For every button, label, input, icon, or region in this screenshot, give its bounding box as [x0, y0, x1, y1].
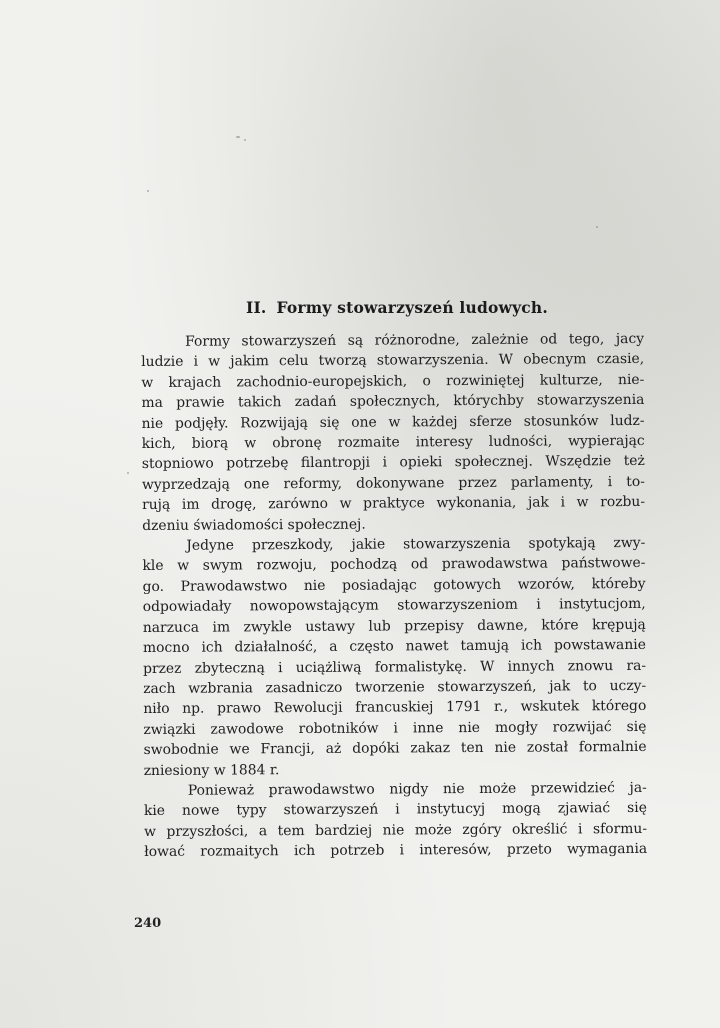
text-line: ludzie i w jakim celu tworzą stowarzyszenia. W obecnym czasie, [141, 351, 645, 371]
text-line: odpowiadały nowopowstającym stowarzyszeniom i instytucjom, [142, 596, 646, 616]
print-speck [236, 136, 240, 138]
text-line: niło np. prawo Rewolucji francuskiej 1791 r., wskutek którego [143, 698, 647, 718]
text-line: zach wzbrania zasadniczo tworzenie stowarzyszeń, jak to uczy- [143, 677, 647, 697]
section-number: II. [246, 298, 267, 317]
paragraph [144, 778, 647, 863]
text-line: w przyszłości, a tem bardziej nie może zgóry określić i sformu- [144, 820, 648, 840]
text-line: Formy stowarzyszeń są różnorodne, zależnie od tego, jacy [185, 330, 645, 350]
print-speck [127, 472, 129, 474]
text-line: związki zawodowe robotników i inne nie mogły rozwijać się [143, 718, 647, 738]
body-text [141, 329, 647, 863]
text-line: go. Prawodawstwo nie posiadając gotowych wzorów, któreby [142, 575, 646, 595]
text-line: Ponieważ prawodawstwo nigdy nie może przewidzieć ja- [187, 779, 647, 799]
text-line: ma prawie takich zadań społecznych, którychby stowarzyszenia [141, 392, 645, 412]
text-line: rują im drogę, zarówno w praktyce wykonania, jak i w rozbu- [142, 494, 646, 514]
paragraph [142, 533, 646, 781]
text-line: swobodnie we Francji, aż dopóki zakaz ten nie został formalnie [143, 739, 647, 759]
text-line: wyprzedzają one reformy, dokonywane przez parlamenty, i to- [141, 473, 645, 493]
page-number: 240 [134, 916, 162, 931]
text-line: dzeniu świadomości społecznej. [142, 516, 366, 534]
text-line: zniesiony w 1884 r. [143, 761, 280, 779]
print-speck [147, 190, 149, 192]
section-heading [37, 298, 720, 317]
print-speck [244, 139, 246, 141]
text-line: Jedyne przeszkody, jakie stowarzyszenia spotykają zwy- [186, 534, 646, 554]
text-line: stopniowo potrzebę filantropji i opieki społecznej. Wszędzie też [141, 453, 645, 473]
text-line: kle w swym rozwoju, pochodzą od prawodawstwa państwowe- [142, 555, 646, 575]
text-line: mocno ich działalność, a często nawet tamują ich powstawanie [142, 637, 646, 657]
print-speck [596, 226, 598, 228]
text-line: kie nowe typy stowarzyszeń i instytucyj mogą zjawiać się [143, 800, 647, 820]
text-line: łować rozmaitych ich potrzeb i interesów, przeto wymagania [144, 841, 648, 861]
paragraph [141, 329, 645, 536]
text-line: narzuca im zwykle ustawy lub przepisy dawne, które krępują [142, 616, 646, 636]
text-line: w krajach zachodnio-europejskich, o rozwiniętej kulturze, nie- [141, 371, 645, 391]
section-title: Formy stowarzyszeń ludowych. [276, 298, 548, 317]
text-line: nie podjęły. Rozwijają się one w każdej sferze stosunków ludz- [141, 412, 645, 432]
text-line: kich, biorą w obronę rozmaite interesy ludności, wypierając [141, 432, 645, 453]
text-line: przez zbyteczną i uciążliwą formalistykę. W innych znowu ra- [143, 657, 647, 677]
